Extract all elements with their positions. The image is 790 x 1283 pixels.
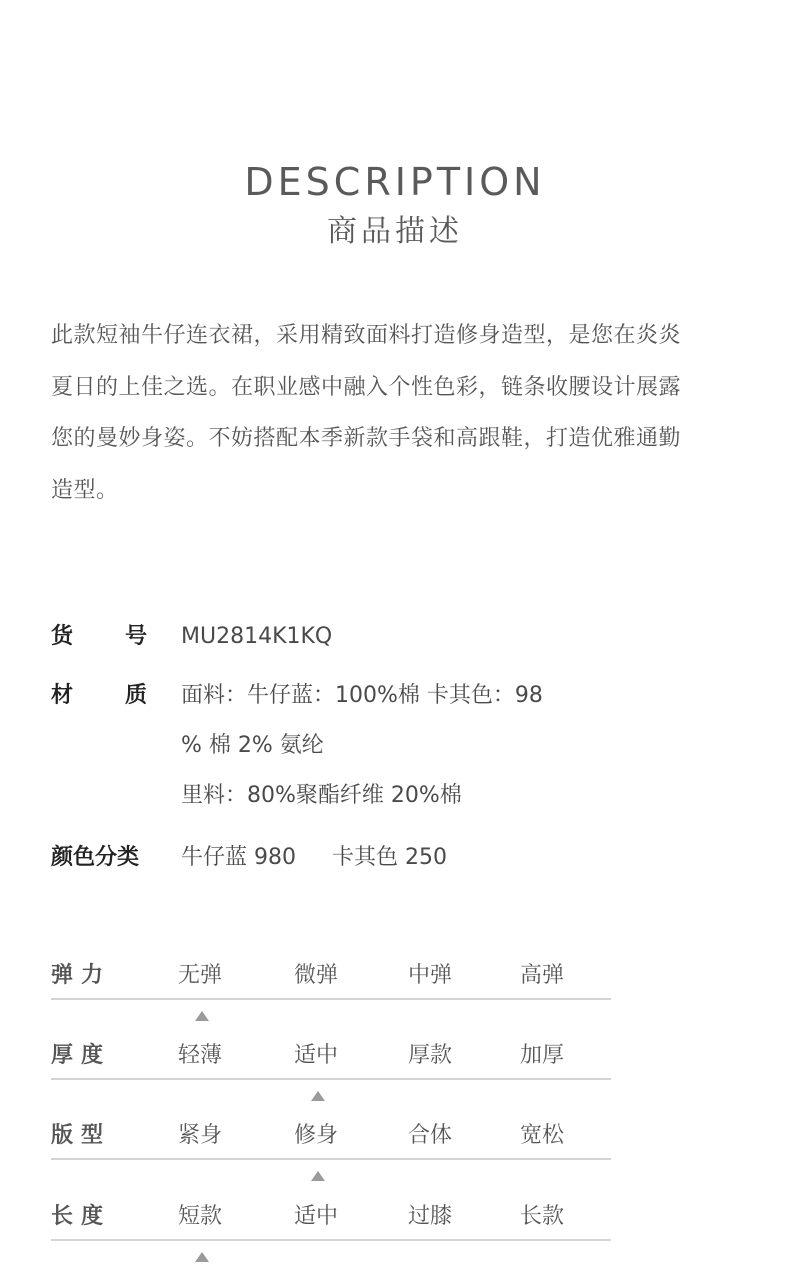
spec-label-char: 号 — [124, 624, 147, 649]
attribute-scale-line — [51, 998, 611, 1000]
description-title-cn: 商品描述 — [327, 214, 463, 249]
attribute-option: 合体 — [408, 1123, 453, 1148]
attribute-label: 厚度 — [51, 1043, 112, 1068]
attribute-option: 加厚 — [520, 1043, 565, 1068]
attribute-option: 修身 — [294, 1123, 339, 1148]
attribute-label: 弹力 — [51, 963, 112, 988]
triangle-up-icon — [311, 1091, 325, 1101]
attribute-option: 宽松 — [520, 1123, 565, 1148]
attribute-option: 过膝 — [408, 1204, 453, 1229]
spec-label-material — [51, 681, 147, 711]
description-title-en: DESCRIPTION — [244, 160, 546, 204]
colors-label: 颜色分类 — [51, 845, 140, 870]
spec-label-colors — [51, 843, 147, 873]
attribute-option: 无弹 — [178, 963, 223, 988]
attribute-row — [51, 1115, 611, 1195]
spec-label-char: 材 — [51, 683, 74, 708]
attribute-row — [51, 1035, 611, 1115]
triangle-up-icon — [195, 1011, 209, 1021]
description-line: 此款短袖牛仔连衣裙，采用精致面料打造修身造型，是您在炎炎 — [51, 323, 682, 348]
triangle-up-icon — [195, 1252, 209, 1262]
attribute-option: 微弹 — [294, 963, 339, 988]
spec-value-material — [181, 671, 581, 821]
spec-label-char: 货 — [51, 624, 74, 649]
triangle-up-icon — [311, 1171, 325, 1181]
product-description — [51, 310, 741, 516]
spec-label-item-number — [51, 622, 147, 652]
material-line: 里料：80%聚酯纤维 20%棉 — [181, 783, 462, 808]
attribute-row — [51, 1196, 611, 1276]
attribute-option: 长款 — [520, 1204, 565, 1229]
attribute-row — [51, 955, 611, 1035]
attribute-scale-line — [51, 1239, 611, 1241]
attribute-option: 适中 — [294, 1204, 339, 1229]
item-number-value: MU2814K1KQ — [181, 624, 333, 649]
attribute-option: 高弹 — [520, 963, 565, 988]
description-line: 造型。 — [51, 477, 119, 503]
attribute-option: 轻薄 — [178, 1043, 223, 1068]
description-line: 夏日的上佳之选。在职业感中融入个性色彩，链条收腰设计展露 — [51, 374, 682, 400]
material-line: 面料：牛仔蓝：100%棉 卡其色：98 — [181, 683, 543, 708]
attribute-option: 紧身 — [178, 1123, 223, 1148]
attribute-label: 版型 — [51, 1123, 112, 1148]
spec-value-item-number — [181, 622, 581, 652]
attribute-scale-line — [51, 1158, 611, 1160]
attribute-option: 短款 — [178, 1204, 223, 1229]
attribute-label: 长度 — [51, 1204, 112, 1229]
colors-value: 牛仔蓝 980 卡其色 250 — [181, 845, 447, 870]
spec-value-colors — [181, 843, 581, 873]
spec-label-char: 质 — [124, 683, 147, 708]
attribute-option: 厚款 — [408, 1043, 453, 1068]
description-line: 您的曼妙身姿。不妨搭配本季新款手袋和高跟鞋，打造优雅通勤 — [51, 426, 682, 451]
attribute-scale-line — [51, 1078, 611, 1080]
attribute-option: 中弹 — [408, 963, 453, 988]
material-line: % 棉 2% 氨纶 — [181, 733, 324, 758]
attribute-option: 适中 — [294, 1043, 339, 1068]
